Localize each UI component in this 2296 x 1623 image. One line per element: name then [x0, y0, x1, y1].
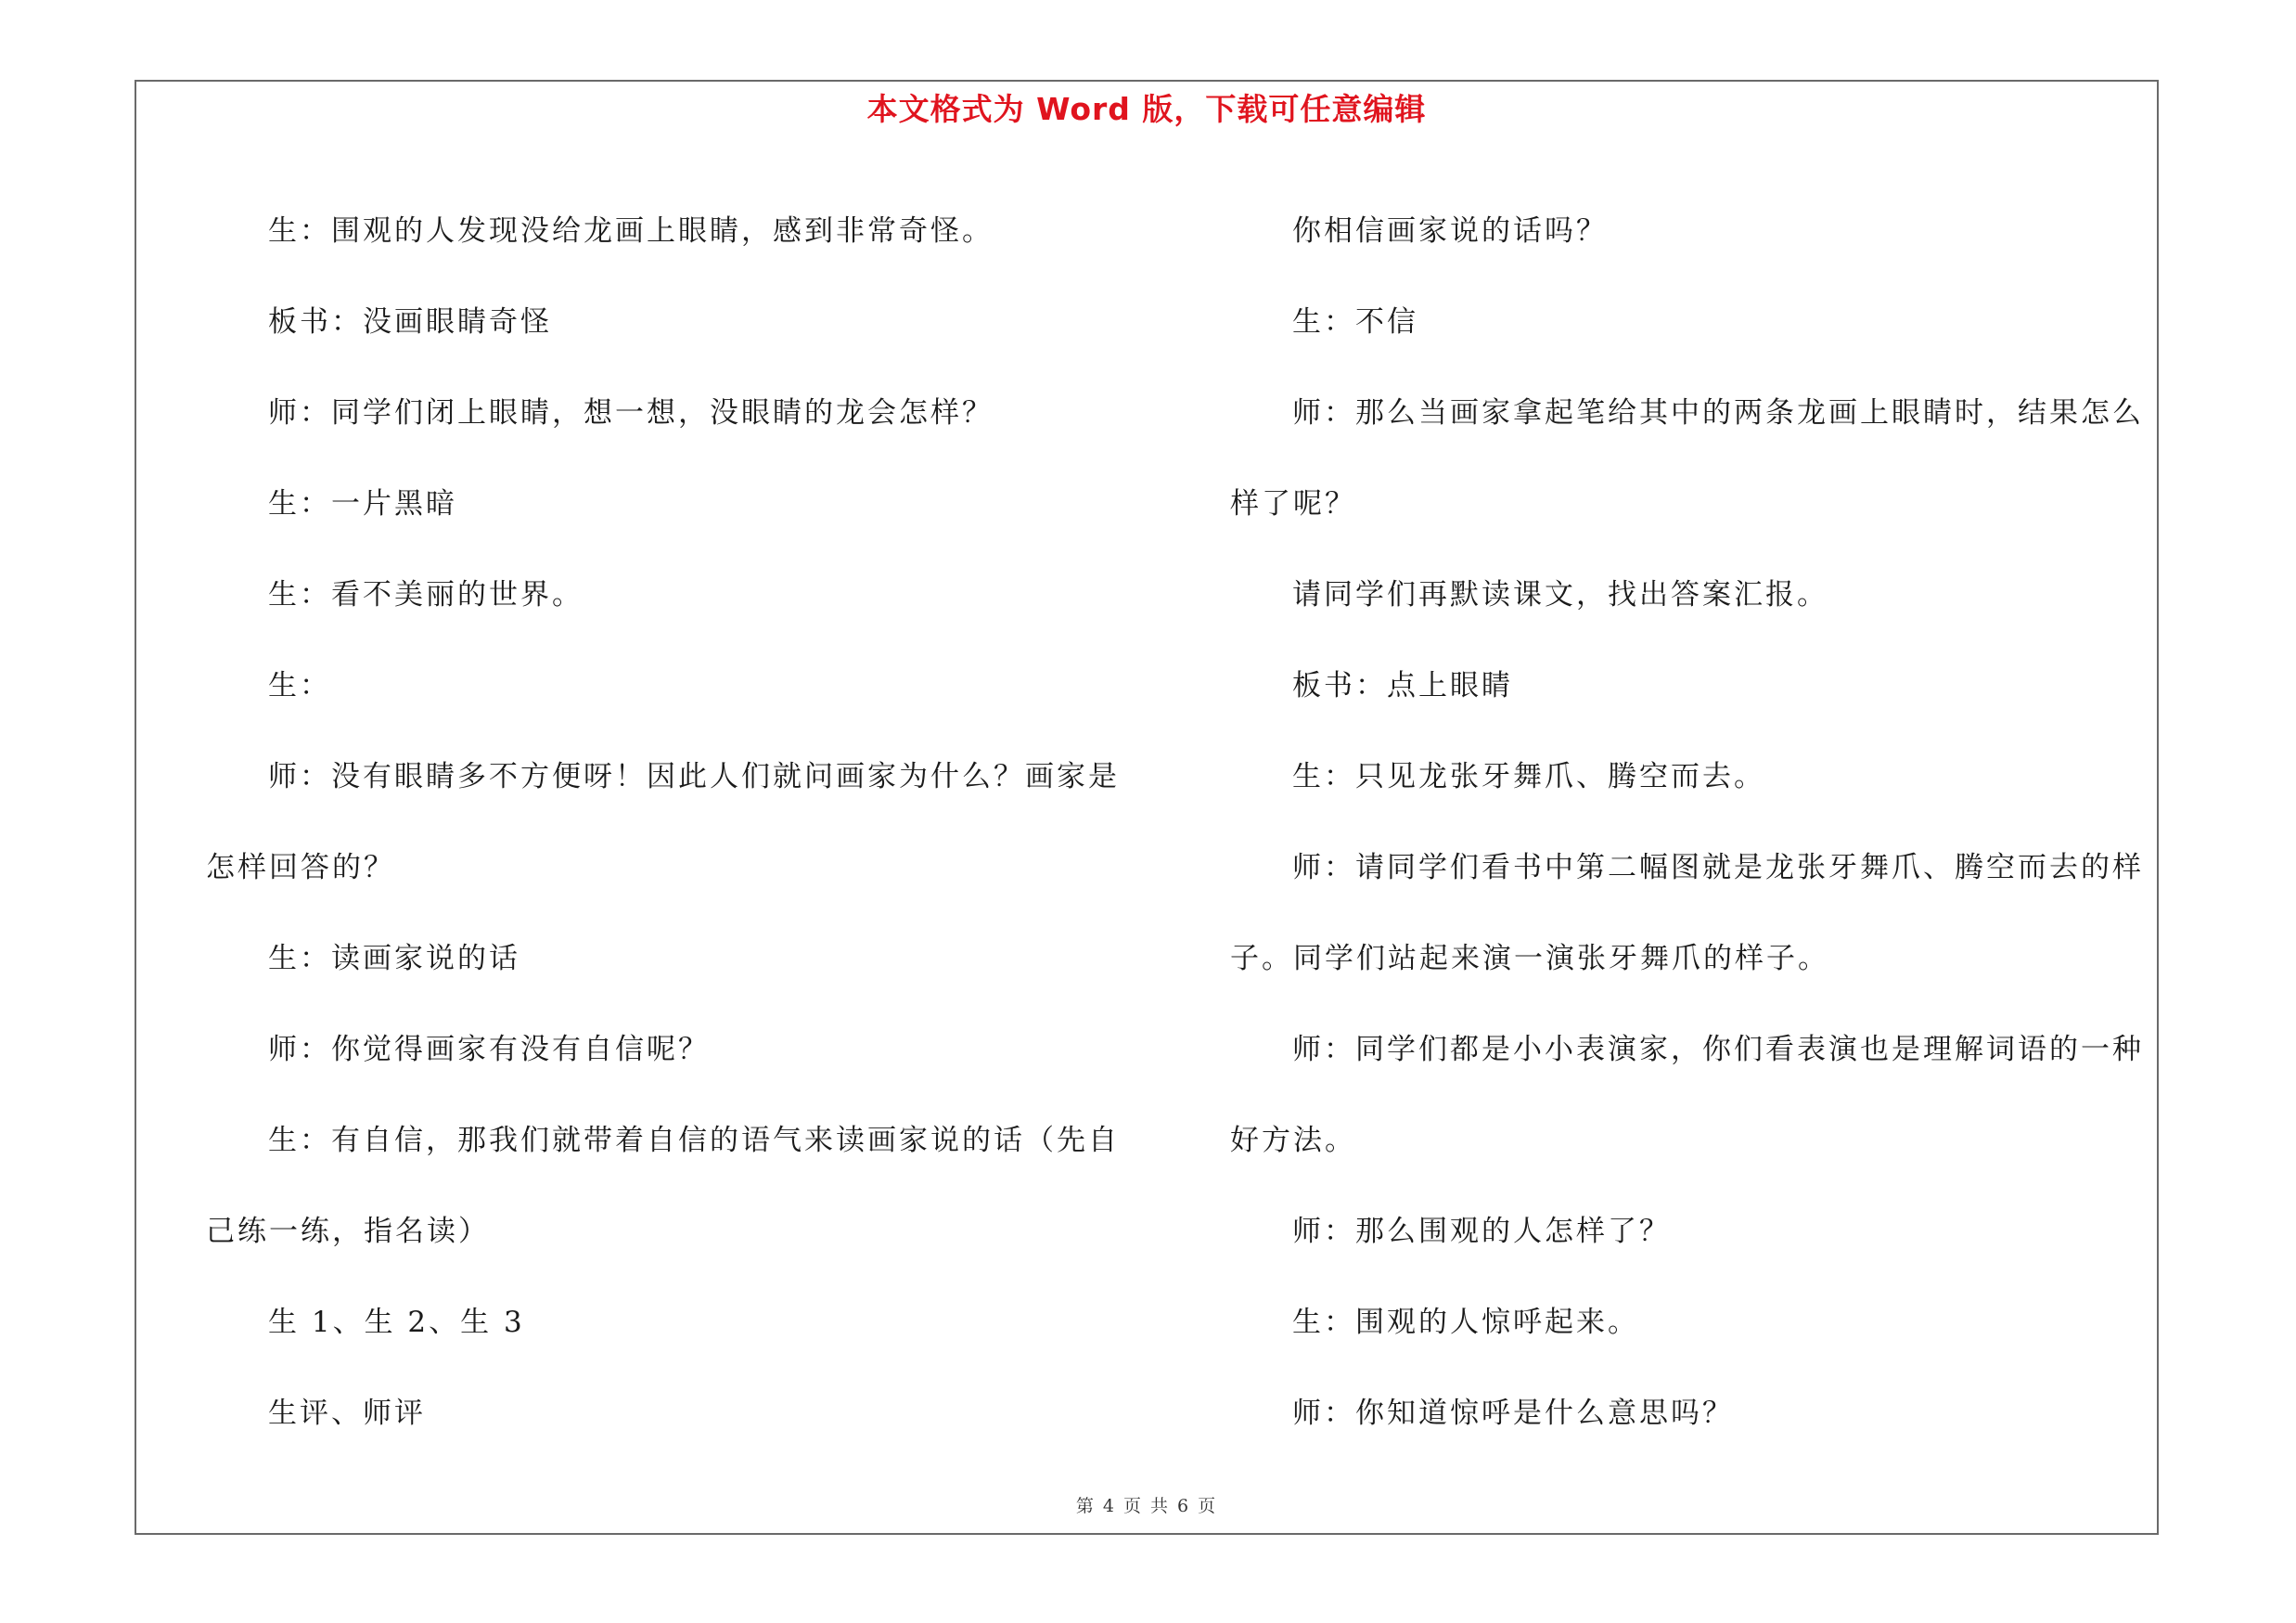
paragraph: 你相信画家说的话吗？	[1292, 214, 1608, 248]
paragraph: 师：你知道惊呼是什么意思吗？	[1292, 1397, 1734, 1430]
word-format-banner: 本文格式为 Word 版，下载可任意编辑	[866, 91, 1427, 127]
paragraph: 师：那么围观的人怎样了？	[1292, 1215, 1671, 1248]
paragraph: 生：不信	[1292, 305, 1418, 339]
paragraph: 生：有自信，那我们就带着自信的语气来读画家说的话（先自己练一练，指名读）	[206, 1124, 1120, 1248]
paragraph: 板书：点上眼睛	[1292, 669, 1513, 702]
paragraph: 师：那么当画家拿起笔给其中的两条龙画上眼睛时，结果怎么样了呢？	[1230, 396, 2144, 521]
paragraph: 生：	[268, 669, 331, 702]
paragraph: 生评、师评	[268, 1397, 426, 1430]
paragraph: 师：请同学们看书中第二幅图就是龙张牙舞爪、腾空而去的样子。同学们站起来演一演张牙舞爪的样子。	[1230, 851, 2144, 975]
right-text-column	[1230, 186, 2158, 1459]
paragraph: 生：只见龙张牙舞爪、腾空而去。	[1292, 760, 1765, 793]
page-number-footer: 第 4 页 共 6 页	[1075, 1496, 1218, 1516]
paragraph: 生：围观的人发现没给龙画上眼睛，感到非常奇怪。	[268, 214, 994, 248]
paragraph: 生：一片黑暗	[268, 487, 457, 521]
paragraph: 生：围观的人惊呼起来。	[1292, 1306, 1639, 1339]
paragraph: 请同学们再默读课文，找出答案汇报。	[1292, 578, 1828, 612]
paragraph: 师：你觉得画家有没有自信呢？	[268, 1033, 710, 1066]
paragraph: 师：同学们闭上眼睛，想一想，没眼睛的龙会怎样？	[268, 396, 994, 430]
left-text-column	[206, 186, 1134, 1459]
paragraph: 师：同学们都是小小表演家，你们看表演也是理解词语的一种好方法。	[1230, 1033, 2144, 1157]
paragraph: 生：读画家说的话	[268, 942, 520, 975]
paragraph: 师：没有眼睛多不方便呀！因此人们就问画家为什么？画家是怎样回答的？	[206, 760, 1120, 884]
paragraph: 生：看不美丽的世界。	[268, 578, 584, 612]
paragraph: 板书：没画眼睛奇怪	[268, 305, 552, 339]
paragraph: 生 1、生 2、生 3	[268, 1306, 525, 1339]
